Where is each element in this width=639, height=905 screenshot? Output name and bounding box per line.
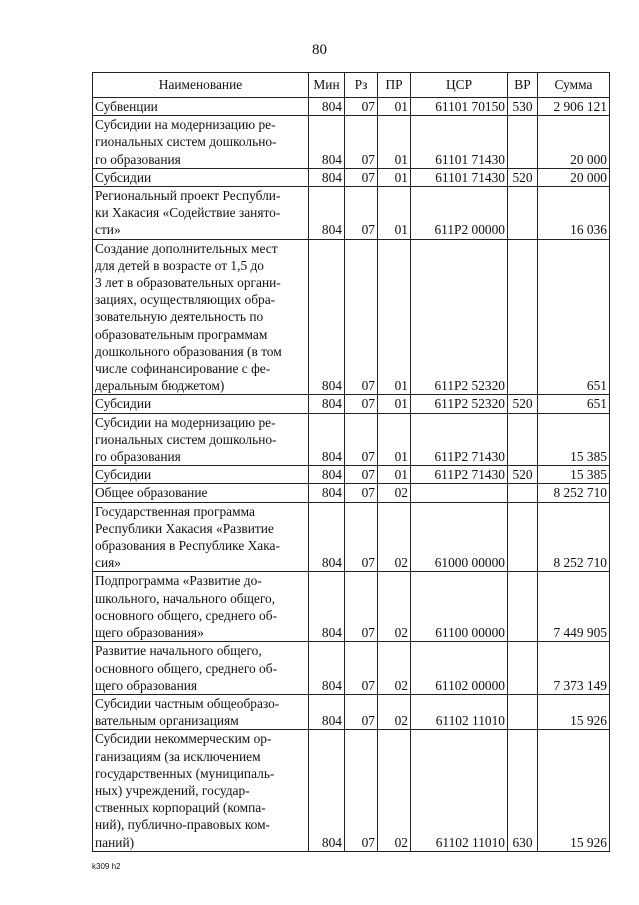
row-vr: 520 bbox=[508, 395, 538, 413]
table-row bbox=[93, 413, 610, 466]
row-name-line: щего образования» bbox=[95, 625, 204, 641]
table-row bbox=[93, 730, 610, 851]
row-name bbox=[93, 116, 309, 169]
row-csr: 61102 11010 bbox=[411, 730, 508, 851]
row-pr: 02 bbox=[378, 484, 411, 502]
table-row bbox=[93, 694, 610, 729]
row-name-line: ственных корпораций (компа- bbox=[95, 800, 266, 816]
row-vr: 520 bbox=[508, 168, 538, 186]
row-name-line: гиональных систем дошкольно- bbox=[95, 134, 277, 150]
row-min: 804 bbox=[309, 187, 345, 240]
table-body bbox=[93, 98, 610, 852]
row-pr: 01 bbox=[378, 98, 411, 116]
row-name-line: Субсидии bbox=[95, 467, 152, 483]
header-name: Наименование bbox=[93, 73, 309, 98]
row-csr: 61000 00000 bbox=[411, 502, 508, 572]
row-pr: 01 bbox=[378, 239, 411, 395]
row-name bbox=[93, 413, 309, 466]
row-name-line: Субсидии частным общеобразо- bbox=[95, 695, 280, 711]
row-name-line: Республики Хакасия «Развитие bbox=[95, 520, 274, 536]
row-name bbox=[93, 466, 309, 484]
row-csr: 611P2 71430 bbox=[411, 466, 508, 484]
row-vr: 520 bbox=[508, 466, 538, 484]
row-vr bbox=[508, 187, 538, 240]
header-sum: Сумма bbox=[538, 73, 610, 98]
row-name-line: го образования bbox=[95, 151, 181, 167]
row-name bbox=[93, 168, 309, 186]
row-sum: 15 926 bbox=[538, 694, 610, 729]
row-csr: 61102 00000 bbox=[411, 642, 508, 695]
row-sum: 20 000 bbox=[538, 116, 610, 169]
row-vr bbox=[508, 642, 538, 695]
row-rz: 07 bbox=[345, 730, 378, 851]
row-name-line: Субсидии на модернизацию ре- bbox=[95, 117, 276, 133]
row-min: 804 bbox=[309, 413, 345, 466]
row-min: 804 bbox=[309, 642, 345, 695]
row-min: 804 bbox=[309, 239, 345, 395]
row-pr: 02 bbox=[378, 730, 411, 851]
row-csr: 611P2 71430 bbox=[411, 413, 508, 466]
row-name-line: государственных (муниципаль- bbox=[95, 765, 275, 781]
row-name-line: ганизациям (за исключением bbox=[95, 748, 261, 764]
row-sum: 651 bbox=[538, 395, 610, 413]
row-name-line: сти» bbox=[95, 222, 121, 238]
row-sum: 16 036 bbox=[538, 187, 610, 240]
row-name-line: Субсидии на модернизацию ре- bbox=[95, 414, 276, 430]
row-rz: 07 bbox=[345, 466, 378, 484]
row-name-line: Общее образование bbox=[95, 485, 208, 501]
table-row bbox=[93, 502, 610, 572]
row-min: 804 bbox=[309, 395, 345, 413]
row-name-line: зовательную деятельность по bbox=[95, 309, 264, 325]
row-pr: 02 bbox=[378, 572, 411, 642]
header-csr: ЦСР bbox=[411, 73, 508, 98]
row-sum: 8 252 710 bbox=[538, 484, 610, 502]
row-rz: 07 bbox=[345, 239, 378, 395]
row-name bbox=[93, 502, 309, 572]
row-vr bbox=[508, 572, 538, 642]
table-row bbox=[93, 572, 610, 642]
row-min: 804 bbox=[309, 730, 345, 851]
table-row bbox=[93, 466, 610, 484]
row-vr bbox=[508, 502, 538, 572]
table-row bbox=[93, 239, 610, 395]
row-name-line: Региональный проект Республи- bbox=[95, 188, 281, 204]
row-pr: 01 bbox=[378, 466, 411, 484]
row-name-line: Государственная программа bbox=[95, 503, 255, 519]
row-name-line: основного общего, среднего об- bbox=[95, 660, 278, 676]
row-min: 804 bbox=[309, 116, 345, 169]
row-vr bbox=[508, 694, 538, 729]
row-pr: 01 bbox=[378, 395, 411, 413]
table-row bbox=[93, 395, 610, 413]
table-row bbox=[93, 98, 610, 116]
row-min: 804 bbox=[309, 694, 345, 729]
row-sum: 7 373 149 bbox=[538, 642, 610, 695]
row-sum: 8 252 710 bbox=[538, 502, 610, 572]
row-name-line: паний) bbox=[95, 834, 135, 850]
header-vr: ВР bbox=[508, 73, 538, 98]
row-sum: 15 385 bbox=[538, 413, 610, 466]
row-name-line: деральным бюджетом) bbox=[95, 378, 225, 394]
row-name-line: Субсидии bbox=[95, 169, 152, 185]
row-name-line: Субвенции bbox=[95, 99, 158, 114]
table-row bbox=[93, 187, 610, 240]
row-csr: 61101 71430 bbox=[411, 168, 508, 186]
row-vr bbox=[508, 484, 538, 502]
row-name bbox=[93, 484, 309, 502]
row-name bbox=[93, 187, 309, 240]
row-rz: 07 bbox=[345, 168, 378, 186]
row-rz: 07 bbox=[345, 116, 378, 169]
row-vr: 630 bbox=[508, 730, 538, 851]
row-name bbox=[93, 98, 309, 116]
row-name-line: числе софинансирование с фе- bbox=[95, 361, 271, 377]
row-rz: 07 bbox=[345, 413, 378, 466]
row-min: 804 bbox=[309, 98, 345, 116]
budget-table bbox=[92, 72, 610, 852]
row-pr: 01 bbox=[378, 413, 411, 466]
table-row bbox=[93, 642, 610, 695]
row-rz: 07 bbox=[345, 642, 378, 695]
row-name-line: для детей в возрасте от 1,5 до bbox=[95, 257, 264, 273]
row-name-line: образовательным программам bbox=[95, 326, 268, 342]
row-name-line: щего образования bbox=[95, 677, 198, 693]
row-vr: 530 bbox=[508, 98, 538, 116]
row-vr bbox=[508, 116, 538, 169]
row-name bbox=[93, 694, 309, 729]
row-min: 804 bbox=[309, 466, 345, 484]
row-sum: 7 449 905 bbox=[538, 572, 610, 642]
header-pr: ПР bbox=[378, 73, 411, 98]
header-row bbox=[93, 73, 610, 98]
row-name-line: Развитие начального общего, bbox=[95, 643, 262, 659]
row-pr: 01 bbox=[378, 116, 411, 169]
row-pr: 02 bbox=[378, 694, 411, 729]
row-sum: 2 906 121 bbox=[538, 98, 610, 116]
row-name-line: Субсидии bbox=[95, 396, 152, 412]
row-min: 804 bbox=[309, 484, 345, 502]
row-rz: 07 bbox=[345, 572, 378, 642]
row-vr bbox=[508, 413, 538, 466]
table-row bbox=[93, 116, 610, 169]
row-csr: 61101 70150 bbox=[411, 98, 508, 116]
row-name-line: образования в Республике Хака- bbox=[95, 538, 280, 554]
row-rz: 07 bbox=[345, 694, 378, 729]
row-rz: 07 bbox=[345, 395, 378, 413]
row-name-line: 3 лет в образовательных органи- bbox=[95, 275, 281, 291]
row-csr: 611P2 00000 bbox=[411, 187, 508, 240]
row-rz: 07 bbox=[345, 98, 378, 116]
row-rz: 07 bbox=[345, 502, 378, 572]
row-name-line: зациях, осуществляющих обра- bbox=[95, 292, 276, 308]
row-name-line: Субсидии некоммерческим ор- bbox=[95, 731, 272, 747]
row-csr: 611P2 52320 bbox=[411, 395, 508, 413]
row-name-line: ки Хакасия «Содействие занято- bbox=[95, 205, 281, 221]
header-rz: Рз bbox=[345, 73, 378, 98]
row-name-line: вательным организациям bbox=[95, 713, 239, 729]
row-name-line: сия» bbox=[95, 555, 121, 571]
row-csr bbox=[411, 484, 508, 502]
row-pr: 02 bbox=[378, 642, 411, 695]
row-vr bbox=[508, 239, 538, 395]
row-min: 804 bbox=[309, 168, 345, 186]
row-name bbox=[93, 642, 309, 695]
row-name-line: ний), публично-правовых ком- bbox=[95, 817, 271, 833]
row-min: 804 bbox=[309, 502, 345, 572]
row-name-line: основного общего, среднего об- bbox=[95, 607, 278, 623]
row-sum: 20 000 bbox=[538, 168, 610, 186]
page-number: 80 bbox=[312, 42, 327, 58]
row-csr: 61100 00000 bbox=[411, 572, 508, 642]
row-csr: 61102 11010 bbox=[411, 694, 508, 729]
row-name bbox=[93, 395, 309, 413]
row-csr: 611P2 52320 bbox=[411, 239, 508, 395]
footer-code: k309 h2 bbox=[92, 862, 121, 871]
row-min: 804 bbox=[309, 572, 345, 642]
row-name-line: дошкольного образования (в том bbox=[95, 343, 282, 359]
row-csr: 61101 71430 bbox=[411, 116, 508, 169]
row-name bbox=[93, 572, 309, 642]
row-rz: 07 bbox=[345, 484, 378, 502]
header-min: Мин bbox=[309, 73, 345, 98]
row-name-line: гиональных систем дошкольно- bbox=[95, 431, 277, 447]
row-name-line: Создание дополнительных мест bbox=[95, 240, 278, 256]
table-row bbox=[93, 168, 610, 186]
row-sum: 651 bbox=[538, 239, 610, 395]
row-pr: 01 bbox=[378, 168, 411, 186]
row-name bbox=[93, 730, 309, 851]
row-sum: 15 926 bbox=[538, 730, 610, 851]
row-name bbox=[93, 239, 309, 395]
row-name-line: го образования bbox=[95, 449, 181, 465]
table-header bbox=[93, 73, 610, 98]
row-pr: 01 bbox=[378, 187, 411, 240]
row-rz: 07 bbox=[345, 187, 378, 240]
row-name-line: школьного, начального общего, bbox=[95, 590, 276, 606]
row-sum: 15 385 bbox=[538, 466, 610, 484]
table-row bbox=[93, 484, 610, 502]
row-pr: 02 bbox=[378, 502, 411, 572]
row-name-line: Подпрограмма «Развитие до- bbox=[95, 573, 262, 589]
row-name-line: ных) учреждений, государ- bbox=[95, 782, 250, 798]
